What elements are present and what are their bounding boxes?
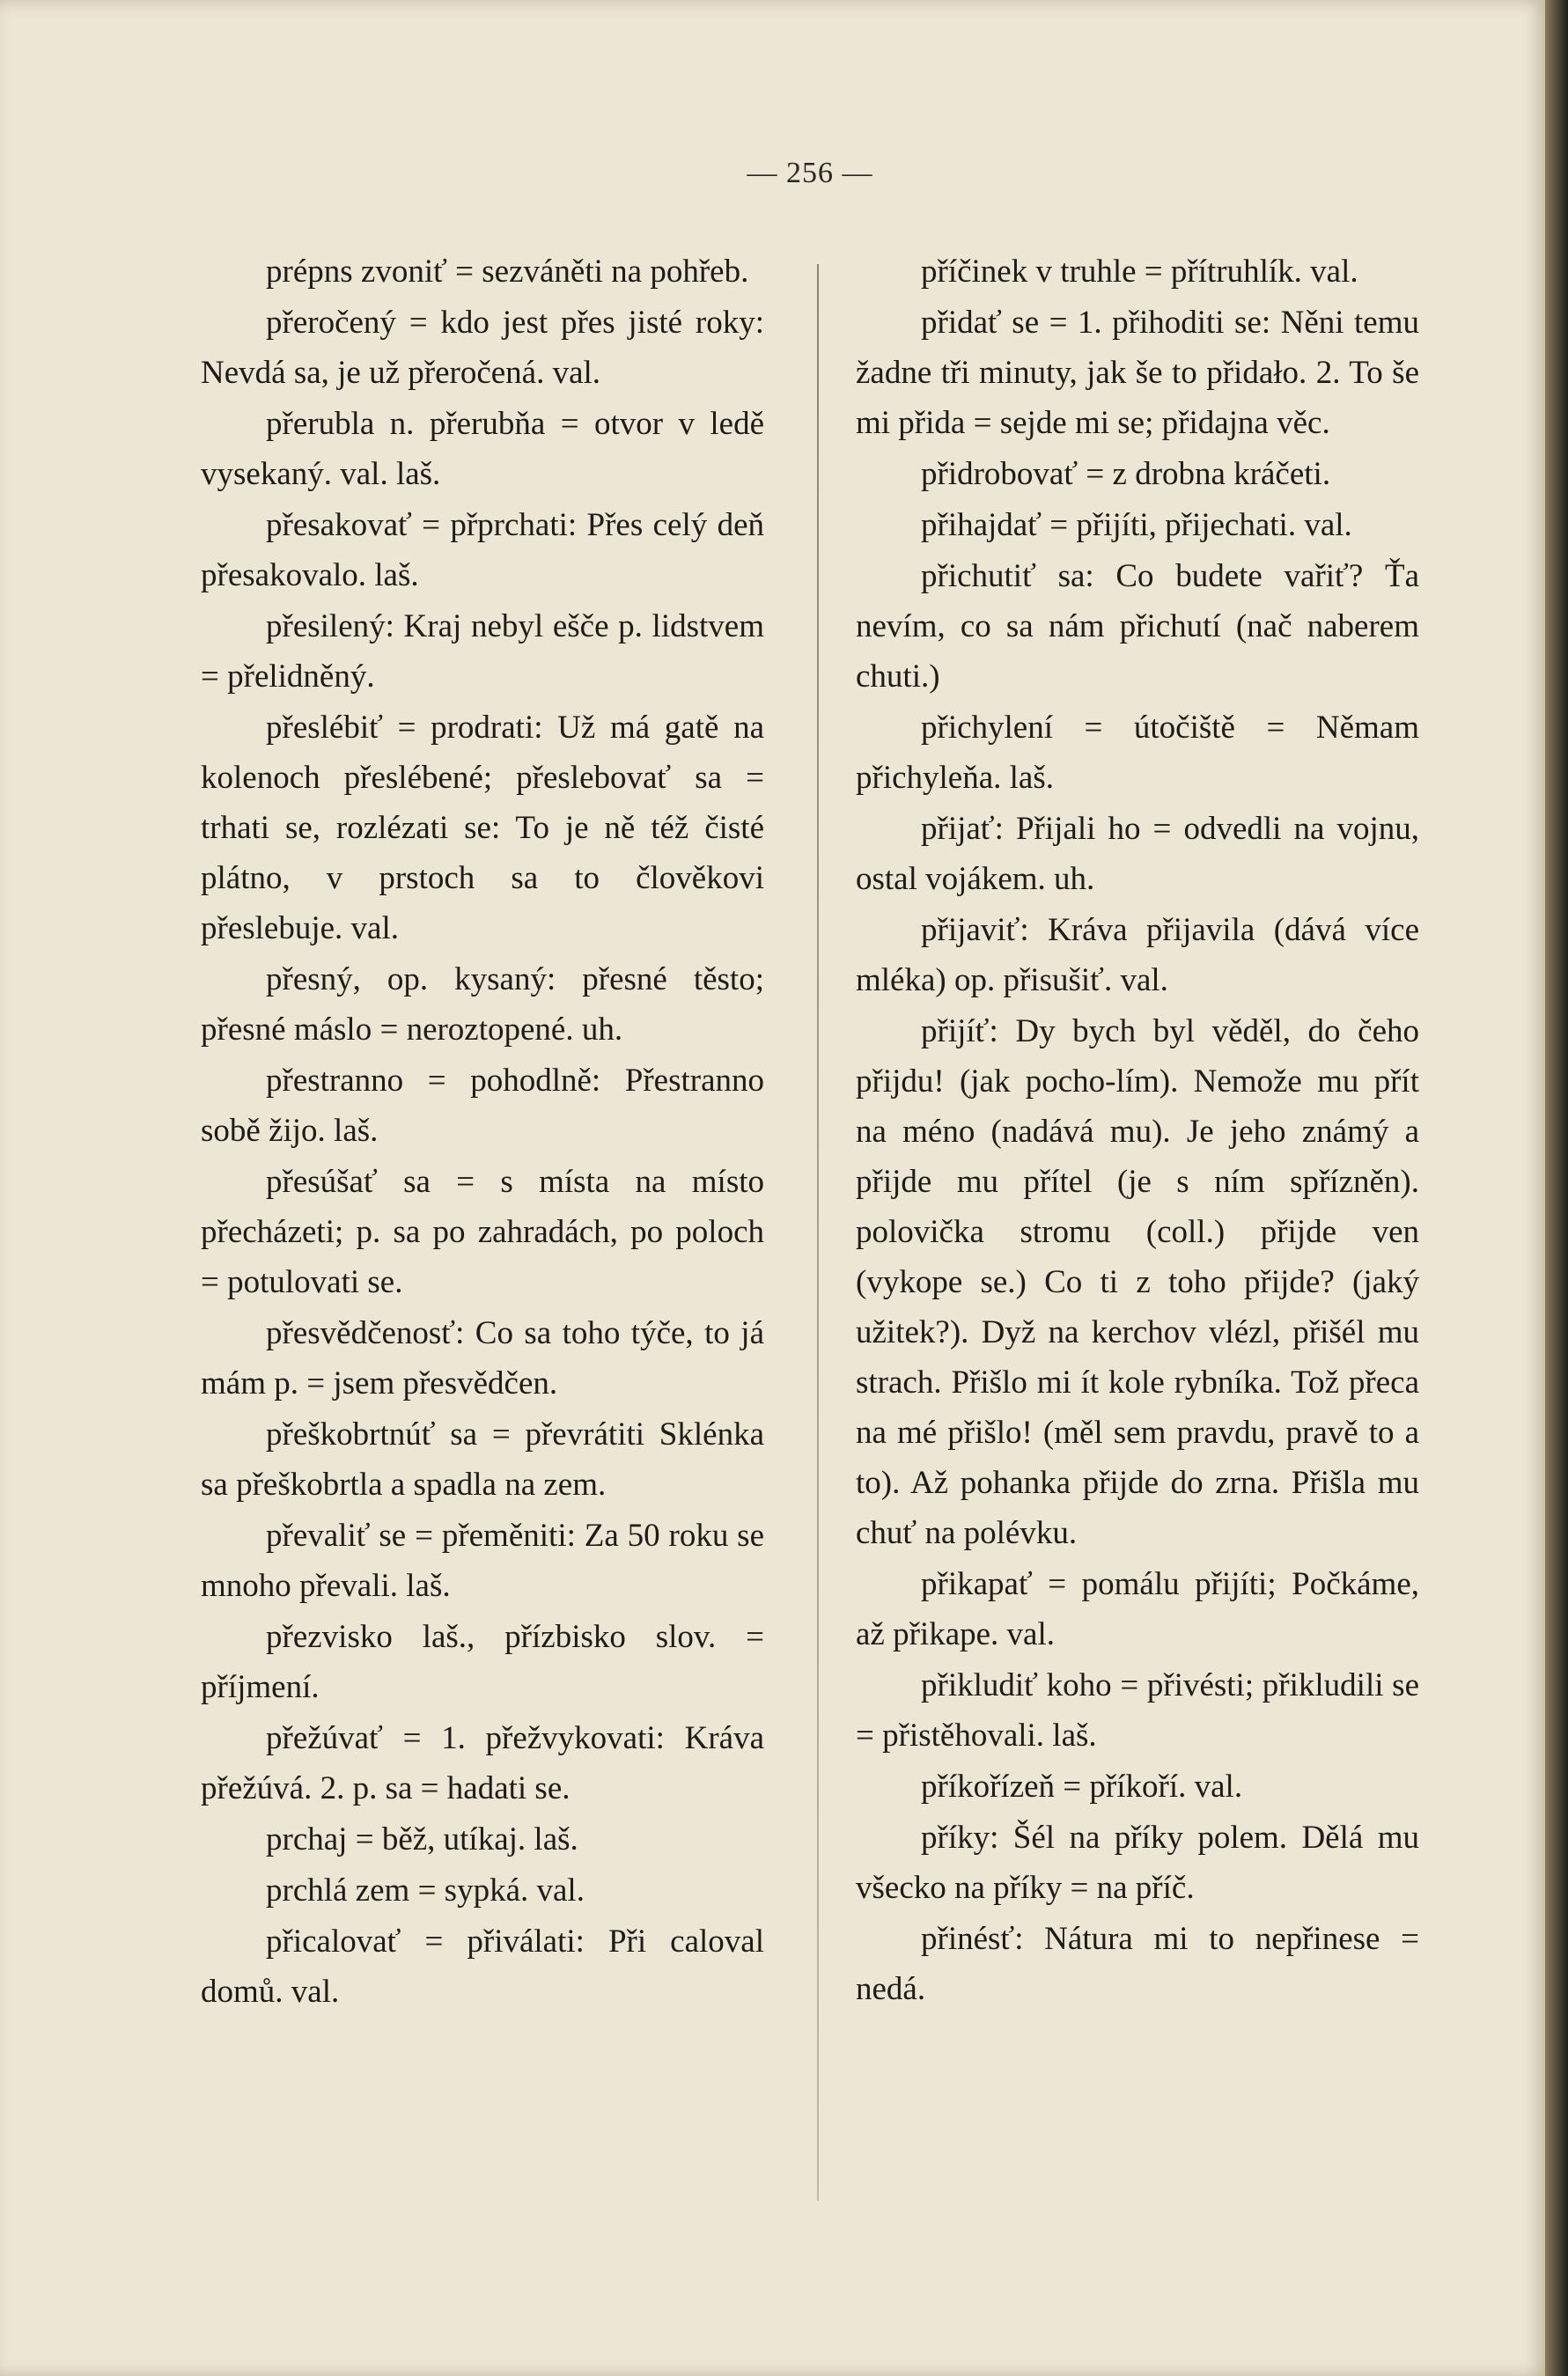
dictionary-entry: přidrobovať = z drobna kráčeti. xyxy=(921,456,1331,492)
dictionary-entry: přesúšať sa = s místa na místo přecházeti; p. sa po zahradách, po poloch = potulovati se. xyxy=(201,1164,764,1300)
page-number: — 256 — xyxy=(747,157,873,189)
dictionary-entry: přeročený = kdo jest přes jisté roky: Nevdá sa, je už přeročená. val. xyxy=(201,305,764,391)
dictionary-entry: přikludiť koho = přivésti; přikludili se = přistěhovali. laš. xyxy=(856,1667,1419,1754)
page-edge xyxy=(1545,0,1568,2376)
right-column xyxy=(856,246,1419,2015)
dictionary-entry: prépns zvoniť = sezváněti na pohřeb. xyxy=(266,254,749,290)
dictionary-entry: příčinek v truhle = přítruhlík. val. xyxy=(921,254,1358,290)
dictionary-entry: přestranno = pohodlně: Přestranno sobě žijo. laš. xyxy=(201,1063,764,1149)
dictionary-entry: přichylení = útočiště = Němam přichyleňa. laš. xyxy=(856,710,1419,796)
dictionary-entry: přesný, op. kysaný: přesné těsto; přesné máslo = neroztopené. uh. xyxy=(201,961,764,1048)
dictionary-entry: přezvisko laš., přízbisko slov. = příjmení. xyxy=(201,1619,764,1705)
dictionary-entry: přikapať = pomálu přijíti; Počkáme, až přikape. val. xyxy=(856,1566,1419,1652)
dictionary-entry: převaliť se = přeměniti: Za 50 roku se mnoho převali. laš. xyxy=(201,1518,764,1604)
dictionary-entry: přeškobrtnúť sa = převrátiti Sklénka sa přeškobrtla a spadla na zem. xyxy=(201,1416,764,1503)
dictionary-entry: přicalovať = přiválati: Při caloval domů. val. xyxy=(201,1924,764,2010)
left-column xyxy=(201,246,764,2018)
dictionary-entry: příkořízeň = příkoří. val. xyxy=(921,1769,1243,1805)
dictionary-entry: přijať: Přijali ho = odvedli na vojnu, ostal vojákem. uh. xyxy=(856,811,1419,897)
dictionary-entry: přežúvať = 1. přežvykovati: Kráva přežúvá. 2. p. sa = hadati se. xyxy=(201,1720,764,1806)
dictionary-entry: přerubla n. přerubňa = otvor v ledě vysekaný. val. laš. xyxy=(201,406,764,492)
dictionary-entry: přeslébiť = prodrati: Už má gatě na kolenoch přeslébené; přeslebovať sa = trhati se, rozlézati se: To je ně též čisté plátno, v prstoch sa to člověkovi přeslebuje. val. xyxy=(201,710,764,946)
dictionary-entry: přinésť: Nátura mi to nepřinese = nedá. xyxy=(856,1921,1419,2007)
dictionary-entry: přesvědčenosť: Co sa toho týče, to já mám p. = jsem přesvědčen. xyxy=(201,1315,764,1401)
dictionary-entry: přijíť: Dy bych byl věděl, do čeho přijdu! (jak pocho-lím). Nemože mu přít na méno (nadává mu). Je jeho známý a přijde mu přítel (je s ním spřízněn). polovička stromu (coll.) přijde ven (vykope se.) Co ti z toho přijde? (jaký užitek?). Dyž na kerchov vlézl, přišél mu strach. Přišlo mi ít kole rybníka. Tož přeca na mé přišlo! (měl sem pravdu, pravě to a to). Až pohanka přijde do zrna. Přišla mu chuť na polévku. xyxy=(856,1013,1419,1551)
dictionary-entry: přidať se = 1. přihoditi se: Něni temu žadne tři minuty, jak še to přidało. 2. To še mi přida = sejde mi se; přidajna věc. xyxy=(856,305,1419,441)
dictionary-entry: přihajdať = přijíti, přijechati. val. xyxy=(921,507,1352,543)
column-divider xyxy=(817,264,819,2201)
dictionary-entry: přesakovať = přprchati: Přes celý deň přesakovalo. laš. xyxy=(201,507,764,593)
dictionary-entry: přijaviť: Kráva přijavila (dává více mléka) op. přisušiť. val. xyxy=(856,912,1419,998)
dictionary-entry: prchlá zem = sypká. val. xyxy=(266,1872,585,1909)
dictionary-entry: příky: Šél na příky polem. Dělá mu všecko na příky = na příč. xyxy=(856,1820,1419,1906)
dictionary-entry: přesilený: Kraj nebyl ešče p. lidstvem = přelidněný. xyxy=(201,608,764,695)
dictionary-entry: prchaj = běž, utíkaj. laš. xyxy=(266,1821,578,1857)
dictionary-entry: přichutiť sa: Co budete vařiť? Ťa nevím, co sa nám přichutí (nač naberem chuti.) xyxy=(856,558,1419,695)
